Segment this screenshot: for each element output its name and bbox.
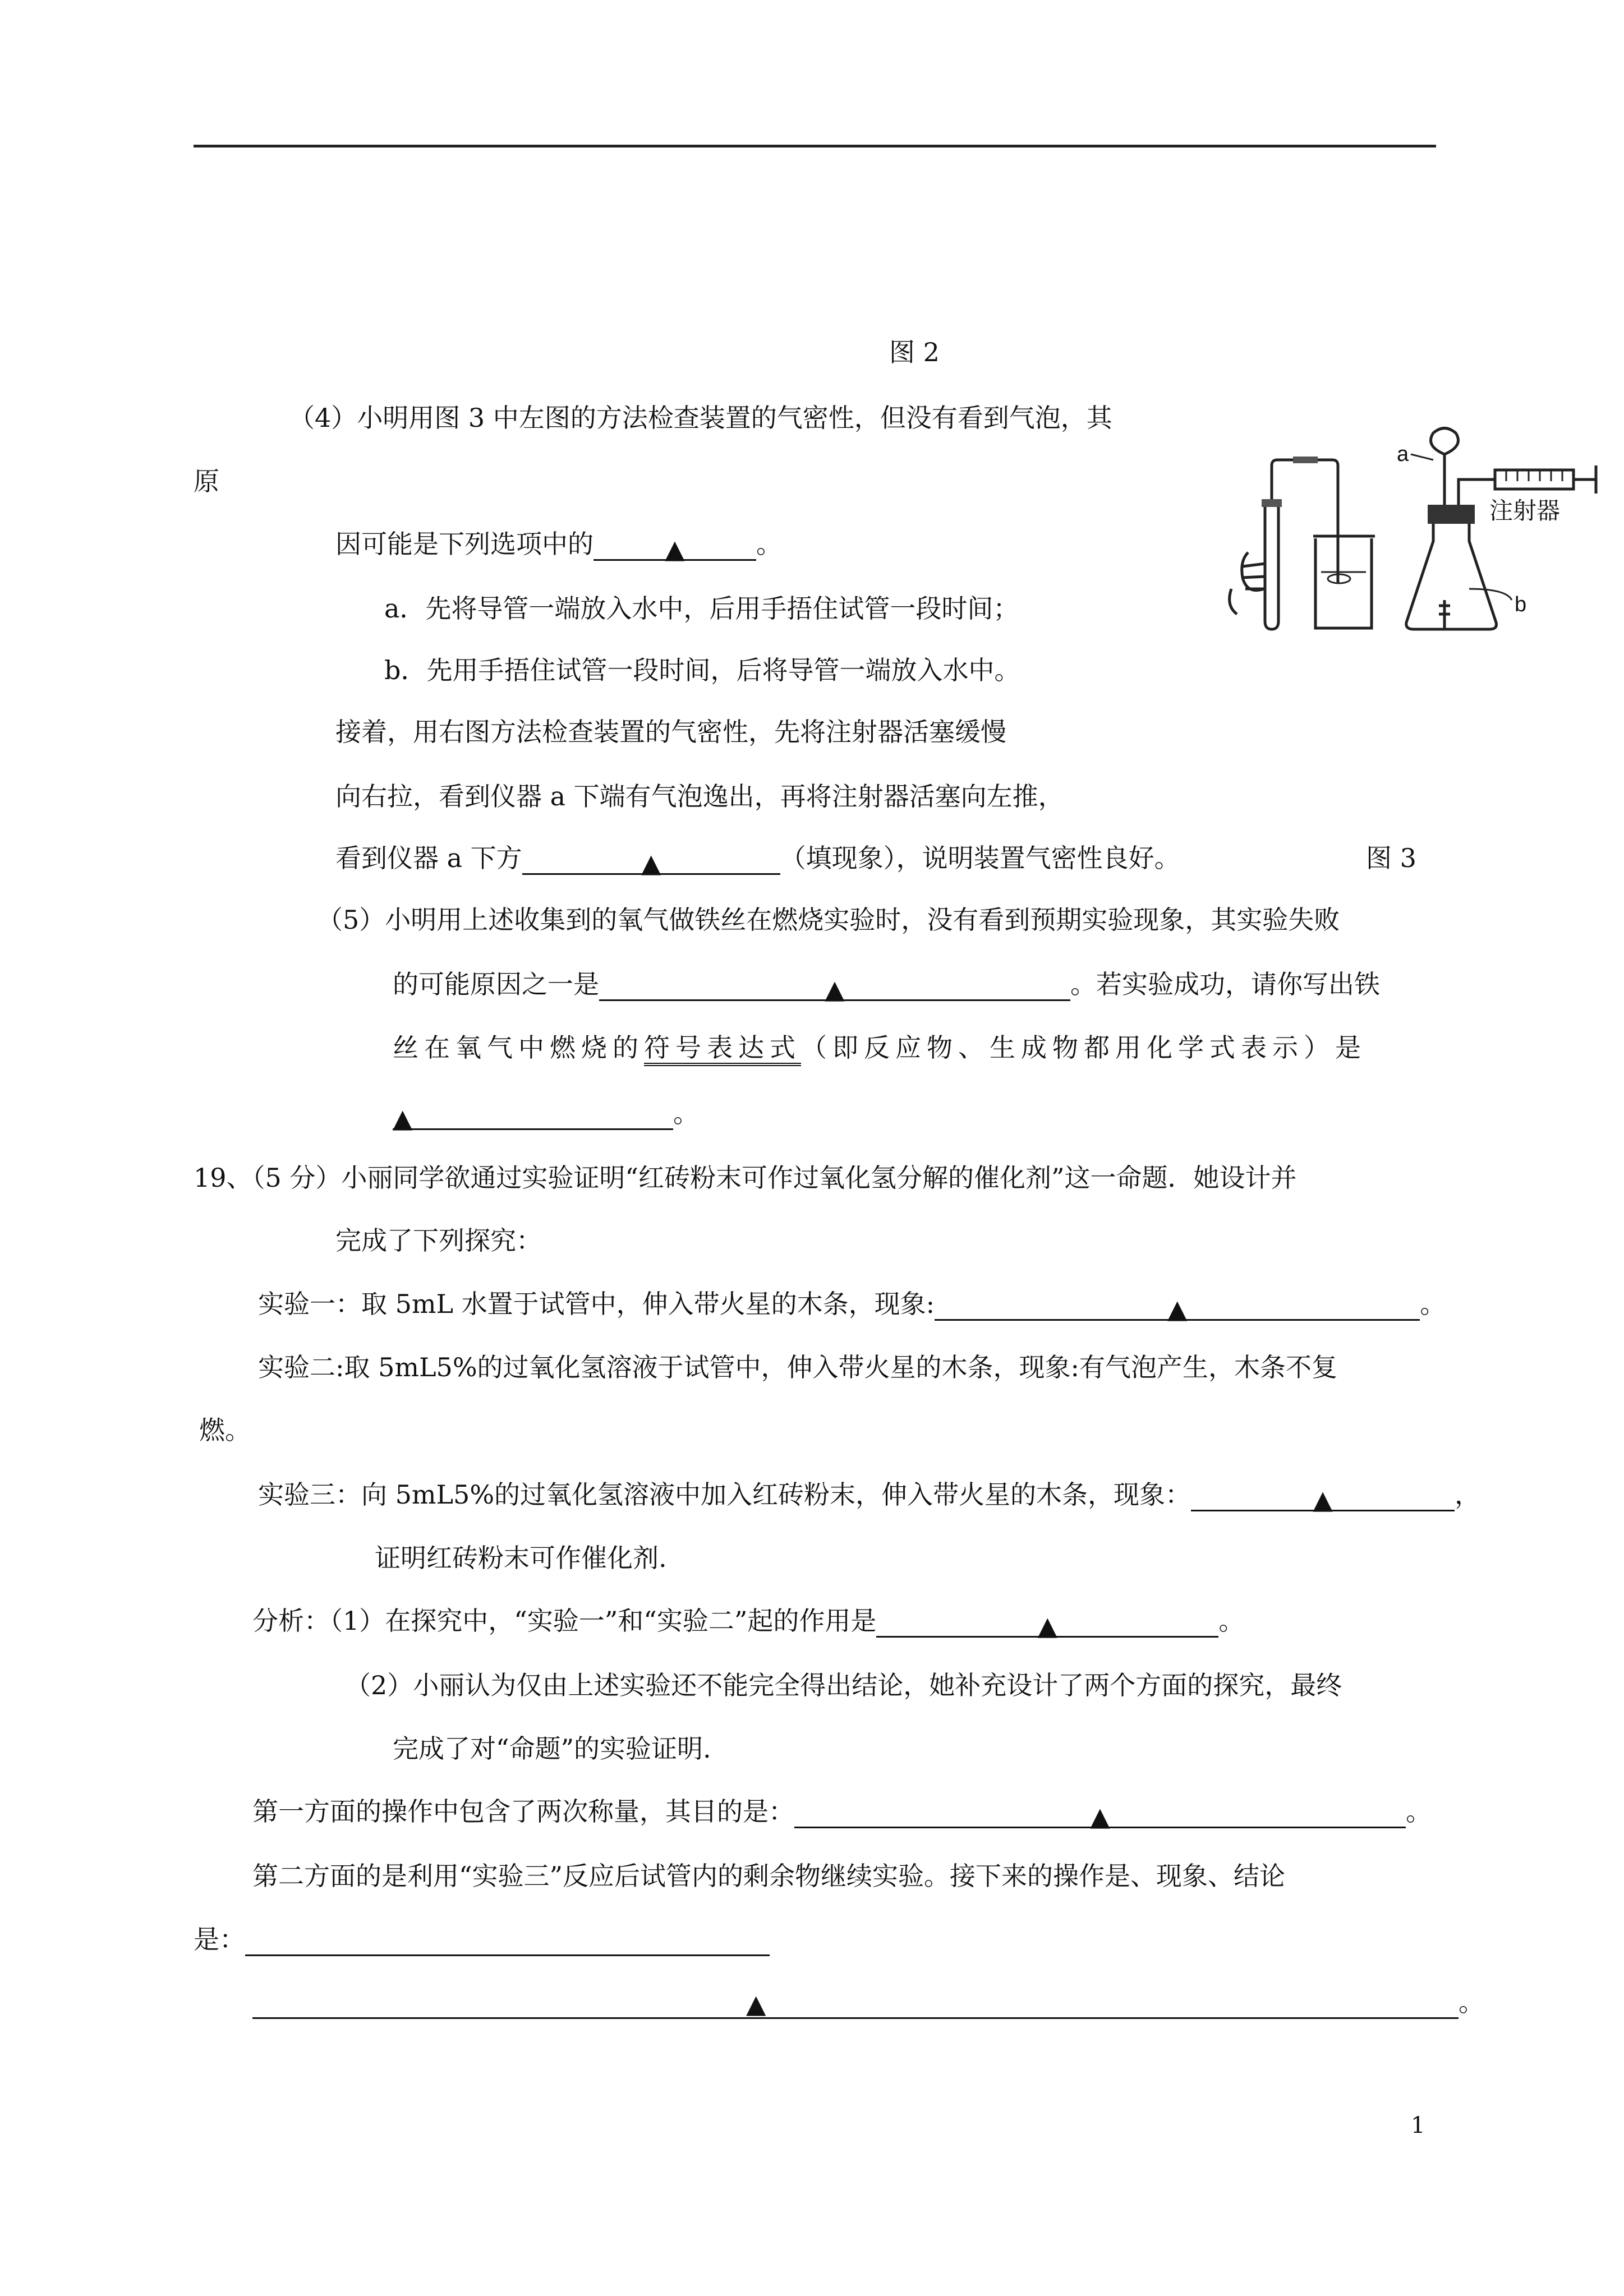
q19-experiment2: 实验二:取 5mL5%的过氧化氢溶液于试管中，伸入带火星的木条，现象:有气泡产生，木条不复 <box>258 1352 1338 1382</box>
second-aspect-end: 。 <box>1459 1987 1484 2017</box>
q4-line2-text: 因可能是下列选项中的 <box>335 529 594 559</box>
figure3-apparatus <box>1209 421 1613 634</box>
q4-answer-blank[interactable] <box>594 532 756 564</box>
q4-line1b: 原 <box>194 466 219 496</box>
analysis1-blank[interactable] <box>876 1609 1218 1641</box>
q4-line2 <box>335 527 782 564</box>
q4-line2-end: 。 <box>756 529 782 559</box>
q4-phenomenon-blank[interactable] <box>522 846 780 878</box>
q5-equation-blank[interactable] <box>393 1101 673 1133</box>
syringe-plunger <box>1574 465 1596 494</box>
delivery-tube <box>1272 460 1338 583</box>
first-aspect-blank[interactable] <box>794 1800 1406 1832</box>
blank-triangle: ▲ <box>1090 1801 1110 1832</box>
q19-analysis2: （2）小丽认为仅由上述实验还不能完全得出结论，她补充设计了两个方面的探究，最终 <box>345 1670 1342 1700</box>
blank-triangle: ▲ <box>641 848 661 878</box>
figure2-caption: 图 2 <box>889 337 940 367</box>
q5-line4-end: 。 <box>673 1098 699 1128</box>
test-tube <box>1265 505 1278 629</box>
q19-experiment2b: 燃。 <box>199 1415 251 1445</box>
blank-triangle: ▲ <box>393 1103 413 1133</box>
blank-triangle: ▲ <box>746 1989 766 2019</box>
q19-line2: 完成了下列探究： <box>335 1225 542 1256</box>
second-aspect-blank2[interactable] <box>252 1990 1459 2019</box>
second-aspect-blank1[interactable] <box>245 1928 770 1956</box>
q5-line2-text: 的可能原因之一是 <box>393 969 599 999</box>
conical-flask <box>1406 522 1497 629</box>
q4-line1: （4）小明用图 3 中左图的方法检查装置的气密性，但没有看到气泡，其 <box>289 403 1112 433</box>
q4-line7-text: 看到仪器 a 下方 <box>335 843 522 873</box>
blank-triangle: ▲ <box>1037 1611 1058 1641</box>
experiment3-blank[interactable] <box>1191 1483 1455 1515</box>
q5-line3 <box>393 1031 1367 1064</box>
figure3-label-a: a <box>1397 442 1409 466</box>
q5-line3-text: 丝在氧气中燃烧的 <box>393 1032 644 1063</box>
blank-triangle: ▲ <box>665 534 685 564</box>
q19-second-aspect: 第二方面的是利用“实验三”反应后试管内的剩余物继续实验。接下来的操作是、现象、结论 <box>252 1861 1286 1891</box>
q19-experiment3b: 证明红砖粉末可作催化剂. <box>375 1543 667 1573</box>
q19-analysis1 <box>252 1604 1245 1641</box>
q19-second-aspect-line2 <box>252 1985 1484 2019</box>
q4-option-a: a．先将导管一端放入水中，后用手捂住试管一段时间； <box>384 593 1019 624</box>
q19-experiment1 <box>258 1287 1446 1324</box>
blank-triangle: ▲ <box>1167 1294 1188 1324</box>
q5-line4 <box>393 1096 699 1133</box>
q4-line7 <box>335 841 1180 878</box>
q4-line5: 接着，用右图方法检查装置的气密性，先将注射器活塞缓慢 <box>335 717 1006 747</box>
q19-analysis2b: 完成了对“命题”的实验证明. <box>393 1733 711 1764</box>
q5-reason-blank[interactable] <box>599 972 1070 1004</box>
q4-line6: 向右拉，看到仪器 a 下端有气泡逸出，再将注射器活塞向左推， <box>335 781 1064 812</box>
first-aspect-text: 第一方面的操作中包含了两次称量，其目的是： <box>252 1796 794 1827</box>
page-number: 1 <box>1411 2113 1425 2138</box>
first-aspect-end: 。 <box>1406 1796 1432 1827</box>
blank-triangle: ▲ <box>825 974 845 1004</box>
analysis1-text: 分析：（1）在探究中，“实验一”和“实验二”起的作用是 <box>252 1606 877 1636</box>
q4-line7-end: （填现象），说明装置气密性良好。 <box>780 843 1180 873</box>
q5-line2-end: 。若实验成功，请你写出铁 <box>1070 969 1380 999</box>
q5-line3-end: （即反应物、生成物都用化学式表示）是 <box>801 1032 1367 1063</box>
q4-option-b: b．先用手捂住试管一段时间，后将导管一端放入水中。 <box>384 655 1020 685</box>
q19-second-aspect-b <box>194 1922 770 1956</box>
experiment3-text: 实验三：向 5mL5%的过氧化氢溶液中加入红砖粉末，伸入带火星的木条，现象： <box>258 1479 1191 1510</box>
q5-line1: （5）小明用上述收集到的氧气做铁丝在燃烧实验时，没有看到预期实验现象，其实验失败 <box>317 905 1340 935</box>
analysis1-end: 。 <box>1218 1606 1245 1636</box>
q19-line1: 19、（5 分）小丽同学欲通过实验证明“红砖粉末可作过氧化氢分解的催化剂”这一命题．她设计并 <box>194 1163 1297 1193</box>
blank-triangle: ▲ <box>1313 1484 1333 1515</box>
figure3-caption: 图 3 <box>1366 843 1416 873</box>
experiment3-end: ， <box>1455 1479 1481 1510</box>
header-rule <box>194 145 1436 147</box>
figure3-label-syringe: 注射器 <box>1489 497 1561 524</box>
figure3-label-b: b <box>1515 593 1527 616</box>
symbol-expression-term: 符号表达式 <box>644 1032 801 1066</box>
experiment1-end: 。 <box>1420 1289 1446 1319</box>
q19-experiment3 <box>258 1478 1481 1515</box>
q19-first-aspect <box>252 1795 1432 1832</box>
q5-line2 <box>393 967 1380 1004</box>
experiment1-blank[interactable] <box>935 1292 1420 1324</box>
experiment1-text: 实验一：取 5mL 水置于试管中，伸入带火星的木条，现象: <box>258 1289 935 1319</box>
hand <box>1230 552 1265 614</box>
second-aspect-text: 是： <box>194 1924 245 1954</box>
